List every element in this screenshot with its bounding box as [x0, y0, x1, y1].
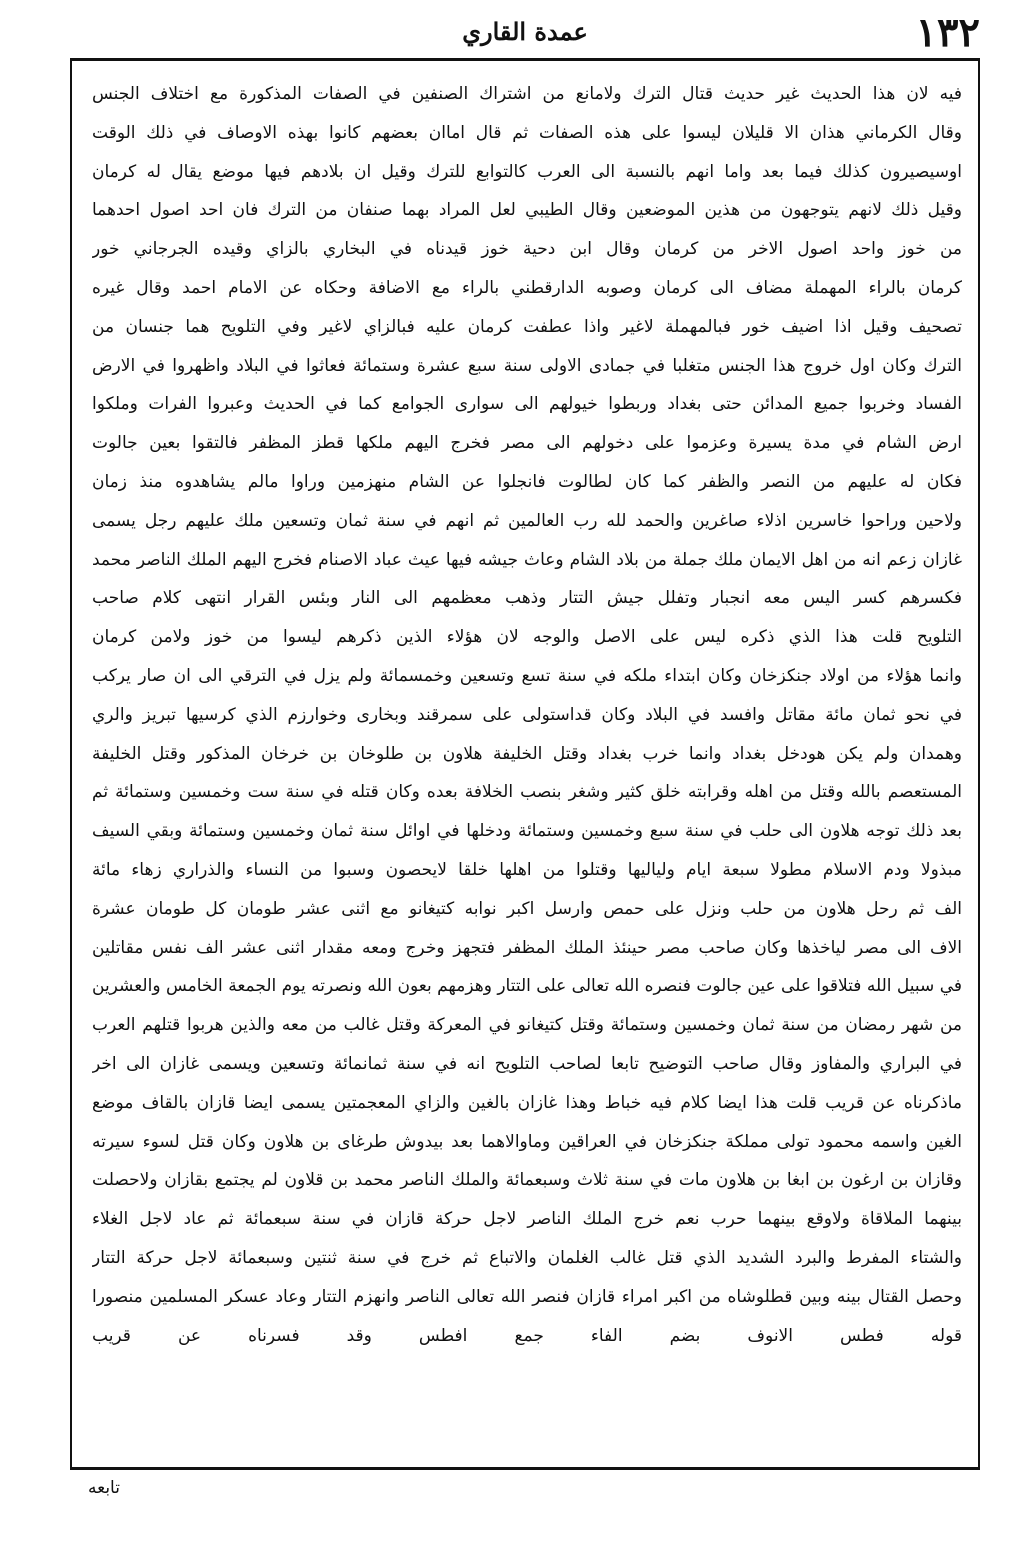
text-line: من خوز واحد اصول الاخر من كرمان وقال ابن دحية خوز قيدناه في البخاري بالزاي وقيده الجرجاني خور — [92, 239, 962, 260]
body-text — [92, 75, 962, 1472]
text-line: بينهما الملاقاة ولاوقع بينهما حرب نعم خرج الملك الناصر لاجل حركة قازان في سنة سبعمائة ثم عاد لاجل الغلاء — [92, 1209, 962, 1230]
text-line: وهمدان ولم يكن هودخل بغداد وانما خرب بغداد وقتل الخليفة هلاون بن طلوخان بن خرخان المذكور وقتل الخليفة — [92, 743, 962, 764]
text-line: اوسيصيرون كذلك فيما بعد واما انهم بالنسبة الى العرب كالتوابع للترك وقيل ان بلادهم فيها موضع يقال له كرمان — [92, 161, 962, 182]
text-line: بعد ذلك توجه هلاون الى حلب في سنة سبع وخمسين وستمائة ودخلها في اوائل سنة ثمان وخمسين وستمائة وبقي السيف — [92, 821, 962, 842]
text-line: ارض الشام في مدة يسيرة وعزموا على دخولهم الى مصر فخرج اليهم ملكها قطز المظفر فالتقوا بعين جالوت — [92, 433, 962, 454]
text-line: فيه لان هذا الحديث غير حديث قتال الترك ولامانع من اشتراك الصنفين في الصفات المذكورة مع اختلاف الجنس — [92, 84, 962, 104]
text-line: في البراري والمفاوز وقال صاحب التوضيح تابعا لصاحب التلويح انه في سنة ثمانمائة وتسعين ويسمى غازان الى اخر — [92, 1053, 962, 1074]
page-header — [70, 8, 980, 58]
text-frame — [70, 58, 980, 1470]
text-line: الغين واسمه محمود تولى مملكة جنكزخان في العراقين وماوالاهما بعد بيدوش طرغاى بن هلاون وكان قتل لسوء سيرته — [92, 1131, 962, 1152]
text-line: التلويح قلت هذا الذي ذكره ليس على الاصل والوجه لان هؤلاء الذين ذكرهم ليسوا من خوز ولامن كرمان — [92, 627, 962, 648]
text-line: غازان زعم انه من اهل الايمان ملك جملة من بلاد الشام وعاث جيشه فيها عيث عباد الاصنام فخرج اليهم الملك الناصر محمد — [92, 549, 962, 570]
text-line: وحصل القتال بينه وبين قطلوشاه من اكبر امراء قازان فنصر الله تعالى الناصر وانهزم التتار وعاد عسكر المسلمين منصورا — [92, 1286, 962, 1307]
running-title: عمدة القاري — [462, 17, 588, 46]
text-line: الترك وكان اول خروج هذا الجنس متغلبا في جمادى الاولى سنة سبع عشرة وستمائة فعاثوا في البلاد واظهروا في الارض — [92, 355, 962, 376]
text-line: ولاحين وراحوا خاسرين اذلاء صاغرين والحمد لله رب العالمين ثم انهم في سنة ثمان وتسعين ملك عليهم رجل يسمى — [92, 510, 962, 531]
text-line: وقازان بن ارغون بن ابغا بن هلاون مات في سنة ثلاث وسبعمائة والملك الناصر محمد بن قلاون لم يجتمع بقازان ولاحصلت — [92, 1170, 962, 1191]
text-line: من شهر رمضان من سنة ثمان وخمسين وستمائة وقتل كتيغانو في المعركة وقتل غالب من معه والذين هربوا قتلهم العرب — [92, 1015, 962, 1036]
text-line: فكان له عليهم من النصر والظفر كما كان لطالوت فانجلوا عن الشام منهزمين وراوا مالم يشاهدوه منذ زمان — [92, 471, 962, 492]
text-line: كرمان بالراء المهملة مضاف الى كرمان وصوبه الدارقطني بالراء مع الاضافة وحكاه عن الامام احمد وقال غيره — [92, 277, 962, 298]
text-line: فكسرهم كسر اليس معه انجبار وتفلل جيش التتار وذهب معظمهم الى النار وبئس القرار انتهى كلام صاحب — [92, 588, 962, 609]
text-line: مبذولا ودم الاسلام مطولا سبعة ايام ولياليها وقتلوا من اهلها خلقا لايحصون وسبوا من النساء والذراري زهاء مائة — [92, 859, 962, 880]
text-line: الف ثم رحل هلاون من حلب ونزل على حمص وارسل اكبر نوابه كتيغانو مع اثنى عشر طومان كل طومان عشرة — [92, 898, 962, 919]
text-line: في سبيل الله فتلاقوا على عين جالوت فنصره الله تعالى على التتار وهزمهم بعون الله ونصرته يوم الجمعة الخامس والعشرين — [92, 976, 962, 997]
text-line: قوله فطس الانوف بضم الفاء جمع افطس وقد فسرناه عن قريب — [92, 1325, 962, 1346]
text-line: في نحو ثمان مائة مقاتل وافسد في البلاد وكان قداستولى على سمرقند وبخارى وخوارزم الذي كرسيها تبريز والري — [92, 704, 962, 725]
text-line: المستعصم بالله وقتل من اهله وقرابته خلق كثير وشغر بنصب الخلافة بعده وكان قتله في سنة ست وخمسين وستمائة ثم — [92, 782, 962, 803]
text-line: الفساد وخربوا جميع المدائن حتى بغداد وربطوا خيولهم الى سوارى الجوامع كما في الحديث وعبروا الفرات وملكوا — [92, 394, 962, 415]
text-line — [92, 1433, 962, 1472]
text-line: وقيل ذلك لانهم يتوجهون من هذين الموضعين وقال الطيبي لعل المراد بهما صنفان من الترك فان احد اصول احدهما — [92, 200, 962, 221]
text-line — [92, 1394, 962, 1433]
catchword: تابعه — [88, 1478, 120, 1498]
text-line: وانما هؤلاء من اولاد جنكزخان وكان ابتداء ملكه في سنة تسع وتسعين وخمسمائة ولم يزل في الترقي الى ان صار يركب — [92, 665, 962, 686]
page-number: ١٣٢ — [915, 9, 980, 56]
text-line: والشتاء المفرط والبرد الشديد الذي قتل غالب الغلمان والاتباع ثم خرج في سنة ثنتين وسبعمائة لاجل حركة التتار — [92, 1247, 962, 1268]
text-line: ماذكرناه عن قريب قلت هذا ايضا كلام فيه خباط وهذا غازان بالغين والزاي المعجمتين يسمى ايضا قازان بالقاف موضع — [92, 1092, 962, 1113]
text-line: وقال الكرماني هذان الا قليلان ليسوا على هذه الصفات ثم قال اماان بعضهم كانوا بهذه الاوصاف في ذلك الوقت — [92, 122, 962, 143]
text-line: تصحيف وقيل اذا اضيف خور فبالمهملة لاغير واذا عطفت كرمان عليه فبالزاي لاغير وفي التلويح هما جنسان من — [92, 316, 962, 337]
text-line: الاف الى مصر لياخذها وكان صاحب مصر حينئذ الملك المظفر فتجهز وخرج ومعه مقدار اثنى عشر الف نفس مقاتلين — [92, 937, 962, 958]
text-line — [92, 1355, 962, 1394]
